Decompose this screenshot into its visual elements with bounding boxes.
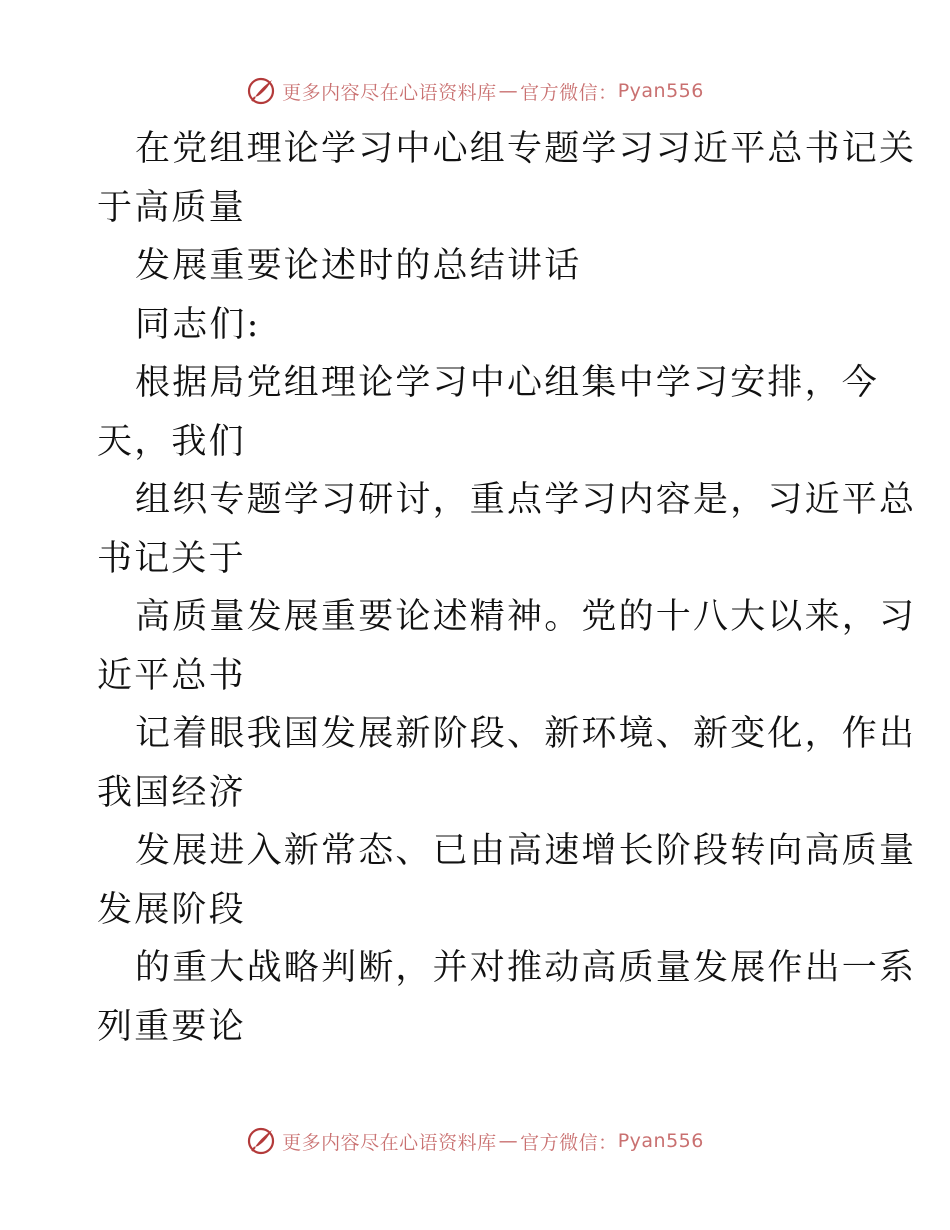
watermark-separator: — bbox=[498, 80, 519, 102]
header-watermark bbox=[0, 71, 950, 111]
body-line: 记着眼我国发展新阶段、新环境、新变化，作出 bbox=[135, 714, 917, 754]
document-body bbox=[97, 120, 917, 1056]
quill-logo-icon bbox=[246, 76, 276, 106]
body-line: 在党组理论学习中心组专题学习习近平总书记关 bbox=[135, 129, 917, 169]
body-line: 高质量发展重要论述精神。党的十八大以来，习 bbox=[135, 597, 917, 637]
body-line: 我国经济 bbox=[97, 772, 246, 813]
body-line: 的重大战略判断，并对推动高质量发展作出一系 bbox=[135, 948, 917, 988]
body-line: 根据局党组理论学习中心组集中学习安排，今 bbox=[135, 363, 880, 403]
watermark-wechat-label: 官方微信： bbox=[520, 1131, 618, 1154]
body-line: 近平总书 bbox=[97, 655, 246, 696]
watermark-wechat-id: Pyan556 bbox=[617, 1130, 704, 1152]
watermark-brand: 更多内容尽在心语资料库 bbox=[282, 1131, 497, 1154]
watermark-wechat-label: 官方微信： bbox=[520, 81, 618, 104]
watermark-wechat-id: Pyan556 bbox=[617, 80, 704, 102]
body-line: 发展进入新常态、已由高速增长阶段转向高质量 bbox=[135, 831, 917, 871]
body-line: 组织专题学习研讨，重点学习内容是，习近平总 bbox=[135, 480, 917, 520]
body-line: 天，我们 bbox=[97, 421, 246, 462]
body-line: 书记关于 bbox=[97, 538, 246, 579]
footer-watermark bbox=[0, 1121, 950, 1161]
quill-logo-icon bbox=[246, 1126, 276, 1156]
body-line: 列重要论 bbox=[97, 1006, 246, 1047]
watermark-separator: — bbox=[498, 1130, 519, 1152]
body-line: 于高质量 bbox=[97, 187, 246, 228]
body-line: 发展阶段 bbox=[97, 889, 246, 930]
body-line: 同志们: bbox=[135, 304, 261, 345]
body-line: 发展重要论述时的总结讲话 bbox=[135, 246, 582, 286]
watermark-brand: 更多内容尽在心语资料库 bbox=[282, 81, 497, 104]
